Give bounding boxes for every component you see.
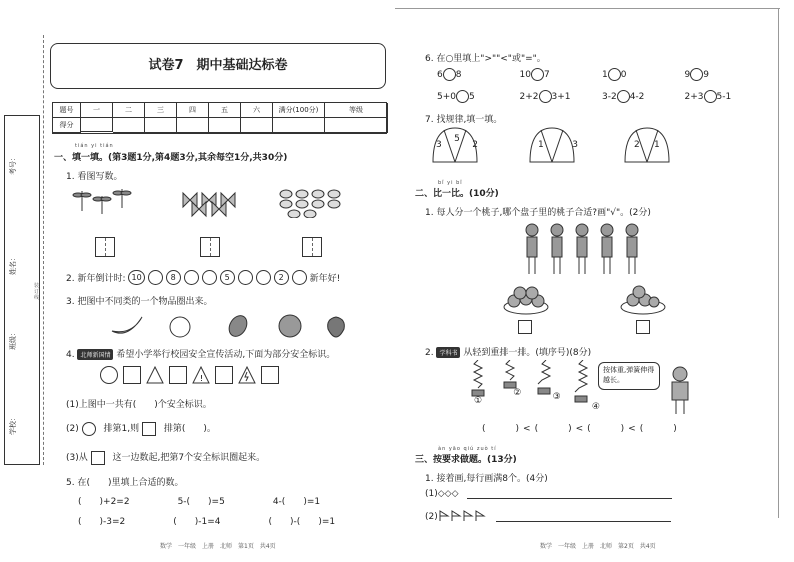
score-cell[interactable] [273, 118, 325, 133]
q6-row-2 [437, 90, 767, 103]
no-swimming-sign-icon [100, 366, 118, 384]
draw-line[interactable] [467, 489, 672, 499]
q2-suffix: 新年好! [309, 274, 341, 284]
countdown-blank[interactable] [256, 270, 271, 285]
left-footer: 数学 一年级 上册 北师 第1页 共4页 [160, 543, 276, 550]
sec3-pinyin: àn yāo qiú zuò tí [438, 446, 497, 452]
sec3-title: 三、按要求做题。(13分) [415, 455, 517, 465]
spring-label: ③ [552, 392, 561, 402]
q6-item: 5+0 5 [437, 92, 475, 102]
fan-1-values: 3 5 2 [436, 134, 478, 150]
countdown-num: 5 [220, 270, 235, 285]
score-header-3: 三 [145, 103, 177, 118]
countdown-blank[interactable] [238, 270, 253, 285]
sidebar-dash-line [43, 35, 44, 465]
speech-bubble [598, 362, 660, 390]
score-cell[interactable] [177, 118, 209, 133]
score-table [52, 102, 387, 134]
warning-sign-icon [192, 366, 210, 384]
sidebar-field-1: 姓名： [9, 254, 17, 275]
sidebar-field-0: 考号： [9, 154, 17, 175]
compare-blank[interactable] [456, 90, 469, 103]
slope-warning-sign-icon [146, 366, 164, 384]
fire-phone-sign-icon [215, 366, 233, 384]
score-cell[interactable] [241, 118, 273, 133]
q4-2-suffix: 排第( )。 [163, 424, 216, 434]
order-line: ( )<( )<( )<( ) [482, 424, 681, 434]
q6-text: 6. 在○里填上">""<"或"="。 [425, 54, 546, 64]
teacher-figure [666, 366, 694, 416]
compare-blank[interactable] [617, 90, 630, 103]
strawberry-icon [328, 317, 345, 337]
q5-eq: 5-( )=5 [177, 497, 225, 507]
countdown-blank[interactable] [202, 270, 217, 285]
page-edge-top [395, 8, 780, 9]
score-cell[interactable] [113, 118, 145, 133]
electric-warning-sign-icon [238, 366, 256, 384]
s2q1-text: 1. 每人分一个桃子,哪个盘子里的桃子合适?画"√"。(2分) [425, 208, 651, 218]
q5-row-1 [78, 494, 388, 507]
s2q2-text: 从轻到重排一排。(填序号)(8分) [463, 348, 592, 358]
q5-eq: ( )-1=4 [173, 517, 221, 527]
peach-plate-1-icon [503, 285, 549, 315]
flag-row-label: (2) [425, 512, 438, 522]
page-title: 试卷7 期中基础达标卷 [148, 58, 288, 73]
countdown-blank[interactable] [148, 270, 163, 285]
countdown-num: 2 [274, 270, 289, 285]
score-header-8: 等级 [325, 103, 388, 118]
draw-line[interactable] [496, 512, 671, 522]
compare-blank[interactable] [704, 90, 717, 103]
s3q1-text: 1. 接着画,每行画满8个。(4分) [425, 474, 548, 484]
q4-3-suffix: 这一边数起,把第7个安全标识圈起来。 [112, 453, 266, 463]
s3q1-2 [425, 510, 671, 522]
compare-blank[interactable] [539, 90, 552, 103]
spring-label: ① [474, 396, 483, 406]
butterfly-group [178, 188, 248, 218]
q3-text: 3. 把图中不同类的一个物品圈出来。 [66, 297, 213, 307]
q4-2 [66, 421, 216, 436]
score-header-1: 一 [81, 103, 113, 118]
q4-1: (1)上图中一共有( )个安全标识。 [66, 400, 212, 410]
sec1-pinyin: tián yi tián [75, 143, 114, 149]
score-header-2: 二 [113, 103, 145, 118]
fruit-icons [108, 311, 358, 339]
score-cell[interactable] [145, 118, 177, 133]
binding-sidebar [0, 115, 44, 480]
diamond-row: (1)◇◇◇ [425, 489, 459, 499]
compare-blank[interactable] [443, 68, 456, 81]
page-edge-right [778, 8, 779, 518]
dragonfly-group [72, 186, 142, 216]
score-header-6: 六 [241, 103, 273, 118]
q5-eq: ( )-( )=1 [268, 517, 336, 527]
q5-eq: ( )+2=2 [78, 497, 130, 507]
count-box-2[interactable] [200, 237, 220, 257]
q1-text: 1. 看图写数。 [66, 172, 123, 182]
q6-item: 6 8 [437, 70, 462, 80]
dragonfly-icons [72, 186, 142, 216]
sidebar-field-3: 学校： [9, 414, 17, 435]
svg-text:!: ! [200, 374, 204, 383]
exit-mini-icon [142, 422, 156, 436]
leaf-icon [226, 312, 251, 339]
orange-icon [279, 315, 301, 337]
q4-tag: 北师新国情 [77, 349, 113, 360]
sec1-title: 一、填一填。(第3题1分,第4题3分,其余每空1分,共30分) [54, 153, 288, 163]
q4-3-prefix: (3)从 [66, 453, 88, 463]
q5-text: 5. 在( )里填上合适的数。 [66, 478, 184, 488]
check-box-1[interactable] [518, 320, 532, 334]
right-footer: 数学 一年级 上册 北师 第2页 共4页 [540, 543, 656, 550]
fish-group [276, 188, 346, 218]
score-header-7: 满分(100分) [273, 103, 325, 118]
no-climbing-sign-icon [123, 366, 141, 384]
score-header-4: 四 [177, 103, 209, 118]
q6-row-1 [437, 68, 767, 81]
count-box-3[interactable] [302, 237, 322, 257]
countdown-num: 8 [166, 270, 181, 285]
spring-label: ② [513, 388, 522, 398]
countdown-blank[interactable] [184, 270, 199, 285]
peach-plate-2-icon [620, 285, 666, 315]
sidebar-field-2: 班级： [9, 329, 17, 350]
countdown-blank[interactable] [292, 270, 307, 285]
count-box-1[interactable] [95, 237, 115, 257]
bubble-text: 按体重,弹簧伸得越长。 [603, 366, 655, 384]
score-cell[interactable] [209, 118, 241, 133]
s2q2-row: 2. 学科书 从轻到重排一排。(填序号)(8分) [425, 348, 592, 358]
q4-text: 希望小学举行校园安全宣传活动,下面为部分安全标识。 [116, 350, 336, 360]
q3-items [108, 311, 358, 339]
q5-row-2 [78, 514, 388, 527]
q2-row [66, 270, 340, 285]
compare-blank[interactable] [690, 68, 703, 81]
exit-sign-icon [169, 366, 187, 384]
compare-blank[interactable] [531, 68, 544, 81]
spring-label: ④ [591, 402, 600, 412]
score-row-label: 得分 [53, 118, 81, 133]
no-swimming-mini-icon [82, 422, 96, 436]
q7-text: 7. 找规律,填一填。 [425, 115, 503, 125]
q5-eq: ( )-3=2 [78, 517, 126, 527]
q4-3 [66, 450, 265, 465]
q6-item: 10 7 [519, 70, 550, 80]
sec2-pinyin: bǐ yi bǐ [438, 180, 463, 186]
s2q2-tag: 学科书 [436, 347, 460, 358]
flag-shapes-icon [438, 510, 488, 522]
compare-blank[interactable] [608, 68, 621, 81]
q6-item: 3-2 4-2 [602, 92, 645, 102]
title-box [50, 43, 386, 89]
children-figures [522, 222, 642, 278]
fan-3-values: 2 1 [634, 140, 660, 150]
sidebar-mark: 装订线 [34, 283, 40, 301]
score-cell[interactable] [81, 118, 113, 132]
q6-item: 2+3 5-1 [684, 92, 732, 102]
q2-prefix: 2. 新年倒计时: [66, 274, 126, 284]
score-header-5: 五 [209, 103, 241, 118]
spring-labels [474, 388, 600, 412]
sec2-title: 二、比一比。(10分) [415, 189, 499, 199]
banana-icon [112, 317, 142, 333]
q6-item: 2+2 3+1 [519, 92, 571, 102]
countdown-num: 10 [128, 270, 144, 285]
q4-2-prefix: (2) [66, 424, 79, 434]
fan-2-values: 1 3 [538, 140, 578, 150]
score-header-0: 题号 [53, 103, 81, 118]
phone-sign-icon [261, 366, 279, 384]
q4-row: 4. 北师新国情 希望小学举行校园安全宣传活动,下面为部分安全标识。 [66, 350, 336, 360]
butterfly-icons [178, 188, 248, 218]
apple-icon [170, 317, 190, 337]
safety-signs [100, 366, 284, 384]
s3q1-1 [425, 489, 672, 499]
score-cell[interactable] [325, 118, 388, 133]
fish-icons [276, 188, 346, 218]
q6-item: 1 0 [602, 70, 627, 80]
q5-eq: 4-( )=1 [272, 497, 321, 507]
q6-item: 9 9 [684, 70, 709, 80]
q4-2-mid: 排第1,则 [103, 424, 140, 434]
phone-mini-icon [91, 451, 105, 465]
check-box-2[interactable] [636, 320, 650, 334]
